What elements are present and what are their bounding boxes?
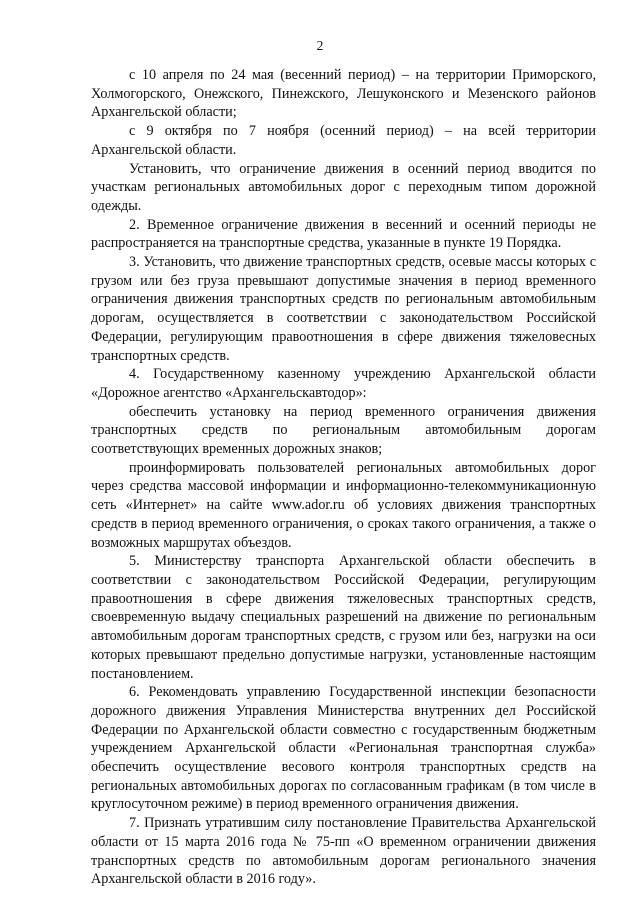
paragraph-item-7: 7. Признать утратившим силу постановление Правительства Архангельской области от 15 марта 2016 года № 75-пп «О временном ограничении движения транспортных средств по автомобильным дорогам регионального значения Архангельской области в 2016 году». [91, 815, 596, 888]
paragraph-item-4-inform: проинформировать пользователей региональных автомобильных дорог через средства массовой информации и информационно-телекоммуникационную сеть «Интернет» на сайте www.ador.ru об условиях движения транспортных средств в период временного ограничения, о сроках такого ограничения, а также о возможных маршрутах объездов. [91, 459, 596, 551]
paragraph-item-2: 2. Временное ограничение движения в весенний и осенний периоды не распространяется на транспортные средства, указанные в пункте 19 Порядка. [91, 216, 596, 252]
paragraph-item-5: 5. Министерству транспорта Архангельской области обеспечить в соответствии с законодательством Российской Федерации, регулирующим правоотношения в сфере движения тяжеловесных транспортных средств, своевременную выдачу специальных разрешений на движение по региональным автомобильным дорогам транспортных средств, с грузом или без, нагрузки на оси которых превышают предельно допустимые нагрузки, установленные настоящим постановлением. [91, 553, 596, 682]
paragraph-item-3: 3. Установить, что движение транспортных средств, осевые массы которых с грузом или без груза превышают допустимые значения в период временного ограничения движения транспортных средств по региональным автомобильным дорогам, осуществляется в соответствии с законодательством Российской Федерации, регулирующим правоотношения в сфере движения тяжеловесных транспортных средств. [91, 254, 596, 364]
paragraph-autumn-restriction: Установить, что ограничение движения в осенний период вводится по участкам региональных автомобильных дорог с переходным типом дорожной одежды. [91, 160, 596, 214]
paragraph-item-6: 6. Рекомендовать управлению Государственной инспекции безопасности дорожного движения Управления Министерства внутренних дел Российской Федерации по Архангельской области совместно с государственным бюджетным учреждением Архангельской области «Региональная транспортная служба» обеспечить осуществление весового контроля транспортных средств на региональных автомобильных дорогах по согласованным графикам (в том числе в круглосуточном режиме) в период временного ограничения движения. [91, 684, 596, 813]
paragraph-autumn-period: с 9 октября по 7 ноября (осенний период) – на всей территории Архангельской области. [91, 123, 596, 158]
paragraph-item-4-signs: обеспечить установку на период временного ограничения движения транспортных средств по региональным автомобильным дорогам соответствующих временных дорожных знаков; [91, 403, 596, 458]
page-number: 2 [316, 38, 324, 53]
paragraph-spring-period: с 10 апреля по 24 мая (весенний период) – на территории Приморского, Холмогорского, Онежского, Пинежского, Лешуконского и Мезенского районов Архангельской области; [91, 67, 596, 121]
paragraph-item-4: 4. Государственному казенному учреждению Архангельской области «Дорожное агентство «Архангельскавтодор»: [91, 366, 596, 401]
document-body [91, 66, 596, 889]
